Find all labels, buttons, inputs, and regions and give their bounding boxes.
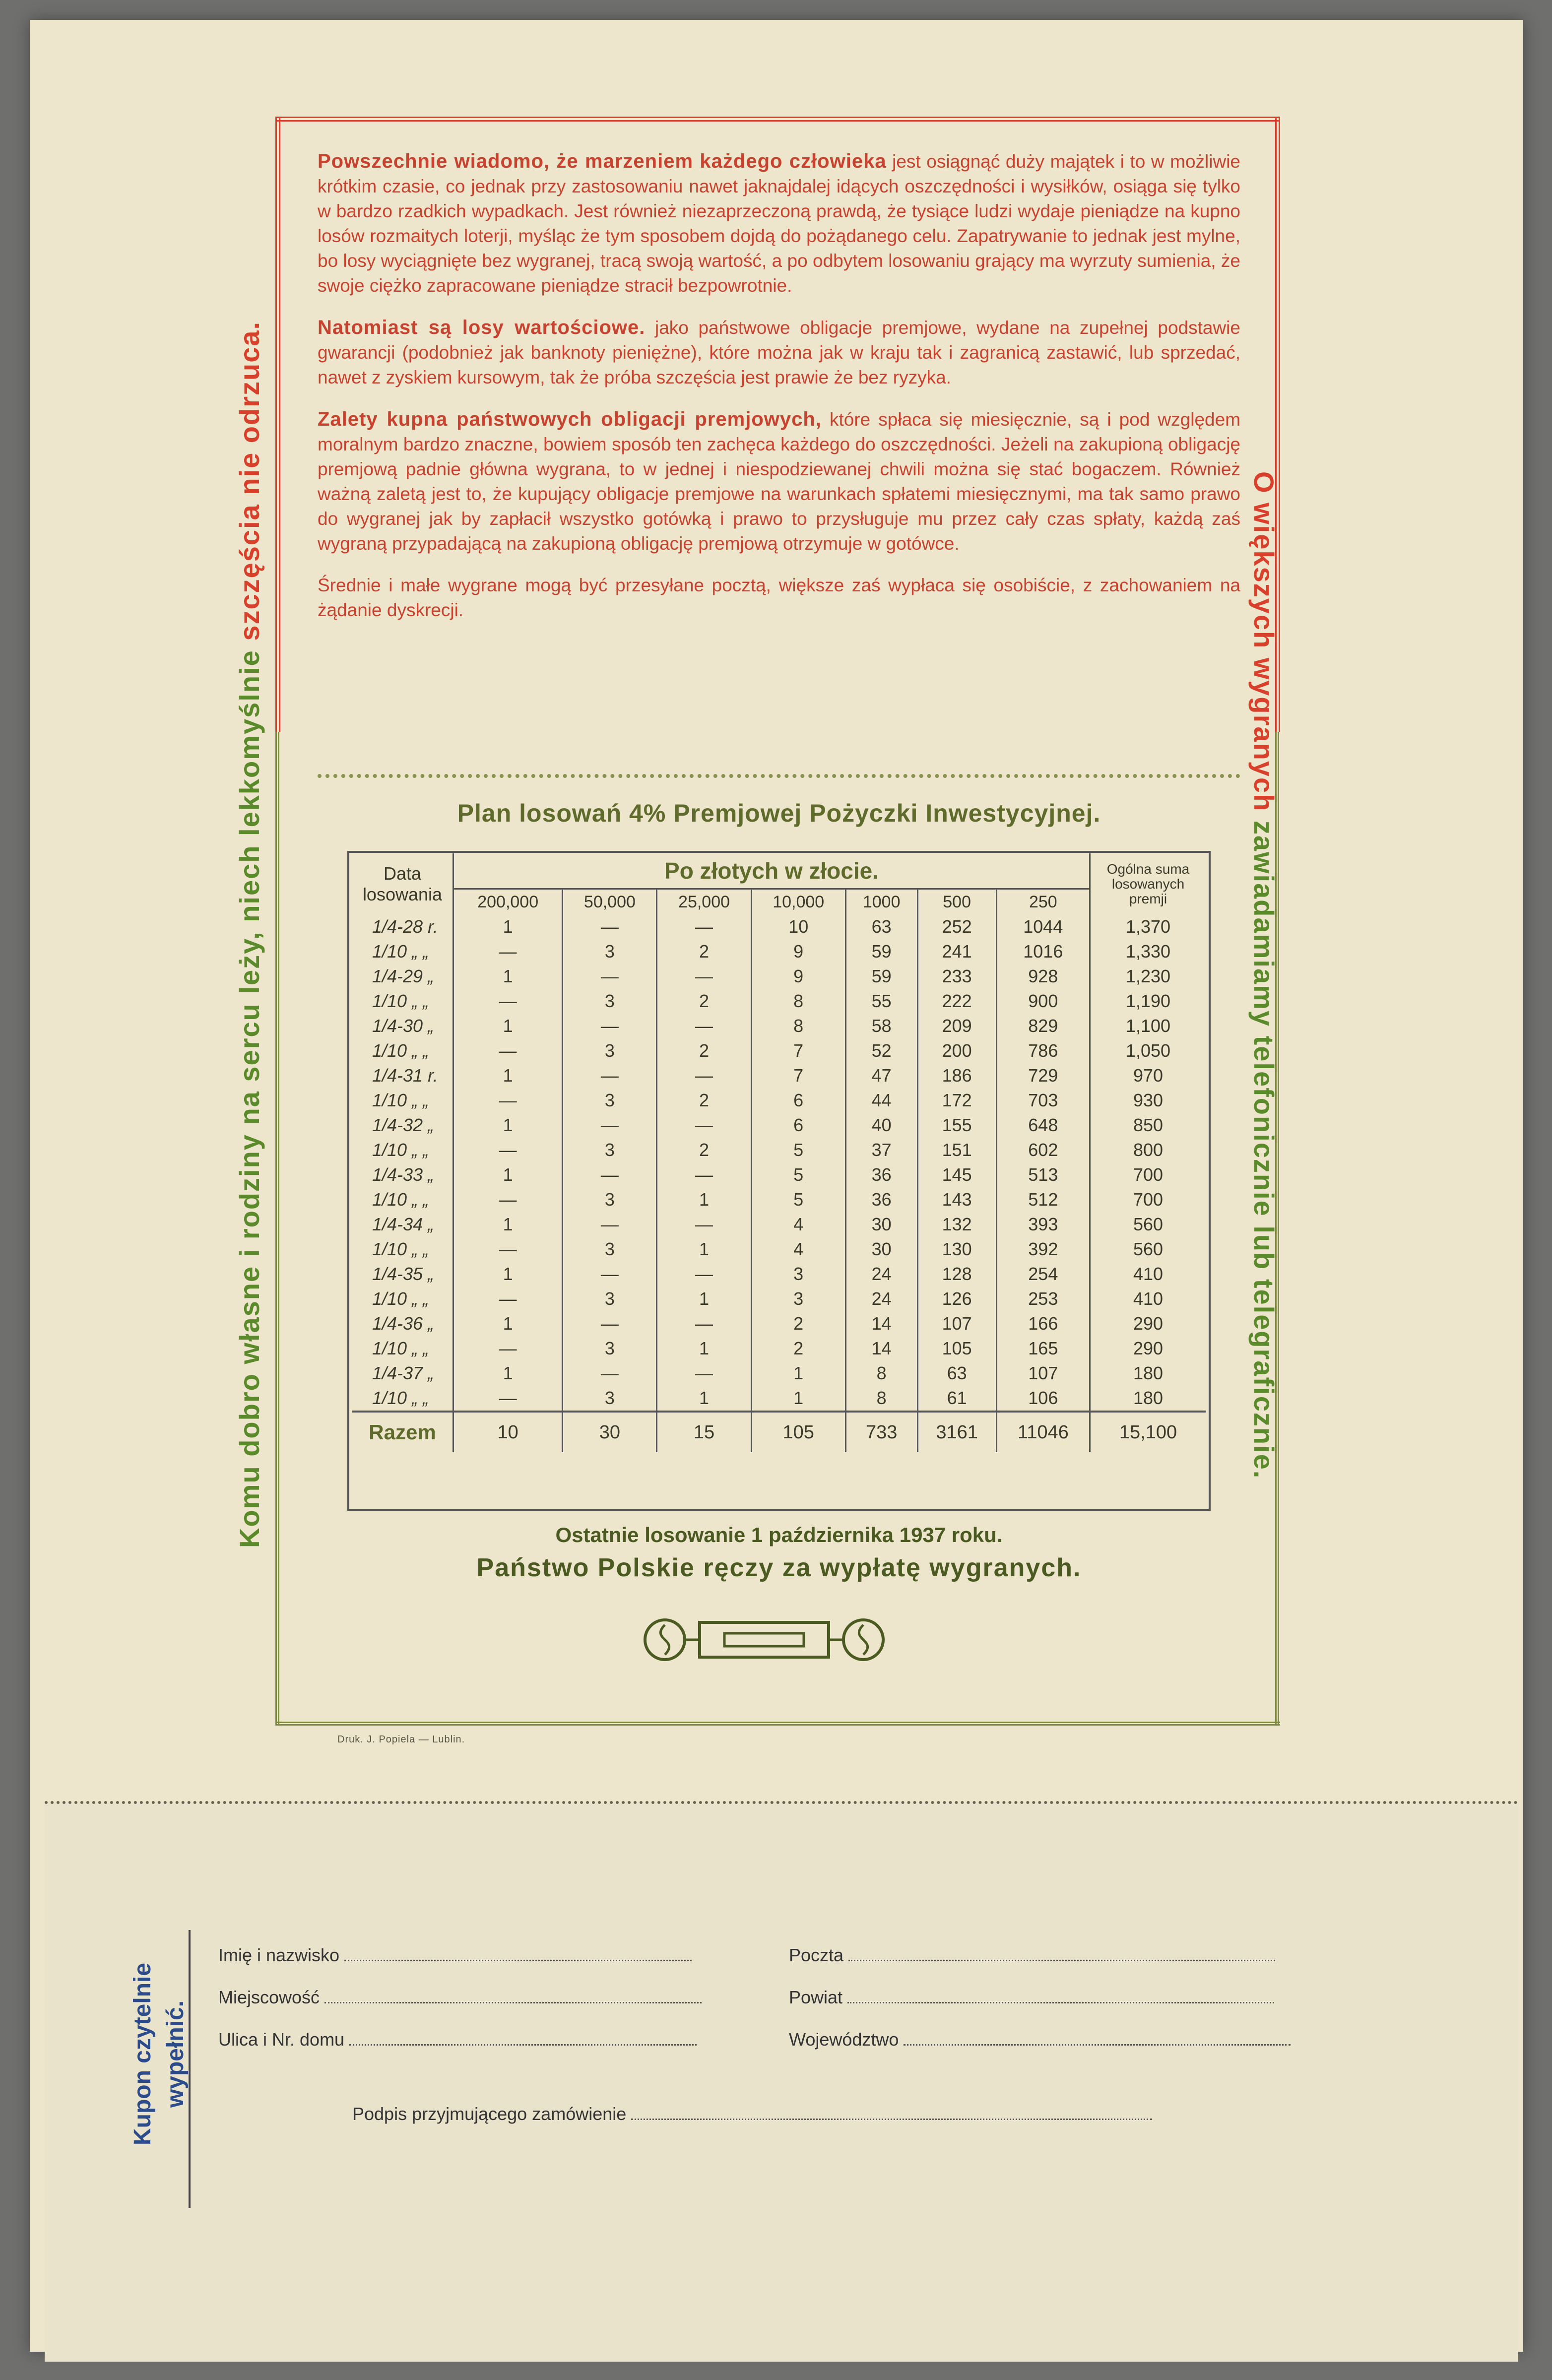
- table-cell: 1,190: [1090, 989, 1206, 1014]
- total-cell: 30: [563, 1412, 657, 1452]
- table-cell: 729: [996, 1063, 1090, 1088]
- field-voivodeship[interactable]: Województwo: [789, 2029, 1291, 2050]
- table-cell: 1,050: [1090, 1038, 1206, 1063]
- table-cell: 900: [996, 989, 1090, 1014]
- field-street[interactable]: Ulica i Nr. domu: [218, 2029, 697, 2050]
- table-cell: 1: [657, 1386, 751, 1412]
- draw-plan-table: [352, 853, 1206, 1452]
- draw-date-cell: 1/4-31 r.: [372, 1065, 438, 1086]
- table-row: [352, 1262, 1206, 1286]
- table-cell: 1044: [996, 914, 1090, 939]
- table-row: [352, 1113, 1206, 1138]
- table-cell: 410: [1090, 1262, 1206, 1286]
- total-cell: 105: [751, 1412, 845, 1452]
- coupon-instruction: Kupon czytelnie wypełnić.: [129, 1962, 189, 2146]
- table-cell: —: [563, 1113, 657, 1138]
- table-cell: 648: [996, 1113, 1090, 1138]
- table-cell: 3: [563, 1088, 657, 1113]
- printer-imprint: Druk. J. Popiela — Lublin.: [337, 1734, 465, 1745]
- table-cell: —: [453, 1038, 563, 1063]
- note-part1: O większych wygranych: [1248, 471, 1280, 812]
- table-cell: —: [563, 914, 657, 939]
- table-cell: 10: [751, 914, 845, 939]
- table-cell: —: [453, 1386, 563, 1412]
- table-cell: 3: [563, 1336, 657, 1361]
- table-cell: 132: [917, 1212, 996, 1237]
- table-cell: 40: [845, 1113, 917, 1138]
- paragraph-1: Powszechnie wiadomo, że marzeniem każdego człowieka jest osiągnąć duży majątek i to w możliwie krótkim czasie, co jednak przy zastosowaniu nawet jaknajdalej idących oszczędności i wysiłków, osiąga się tylko w bardzo rzadkich wypadkach. Jest również niezaprzeczoną prawdą, że tysiące ludzi wydaje pieniądze na kupno losów rozmaitych loterji, myśląc że tym sposobem dojdą do pożądanego celu. Zapatrywanie to jednak jest mylne, bo losy wyciągnięte bez wygranej, tracą swoją wartość, a po odbytem losowaniu grający ma wyrzuty sumienia, że swoje ciężko zapracowane pieniądze stracił bezpowrotnie.: [318, 150, 1240, 296]
- table-cell: 3: [563, 989, 657, 1014]
- table-cell: 1: [453, 1262, 563, 1286]
- table-cell: 2: [657, 1088, 751, 1113]
- table-cell: —: [563, 1262, 657, 1286]
- table-cell: 786: [996, 1038, 1090, 1063]
- table-cell: 290: [1090, 1336, 1206, 1361]
- table-cell: 800: [1090, 1138, 1206, 1162]
- intro-text: [318, 149, 1240, 640]
- table-cell: 5: [751, 1138, 845, 1162]
- table-cell: 180: [1090, 1386, 1206, 1412]
- field-signature[interactable]: Podpis przyjmującego zamówienie: [352, 2104, 1152, 2124]
- table-row: [352, 1162, 1206, 1187]
- table-cell: 513: [996, 1162, 1090, 1187]
- table-cell: 6: [751, 1113, 845, 1138]
- table-cell: —: [453, 1088, 563, 1113]
- table-cell: 703: [996, 1088, 1090, 1113]
- total-cell: 3161: [917, 1412, 996, 1452]
- note-part2: zawiadamiamy telefonicznie lub telegraficznie.: [1248, 812, 1280, 1479]
- table-cell: 128: [917, 1262, 996, 1286]
- field-place[interactable]: Miejscowość: [218, 1987, 702, 2008]
- table-row: [352, 1361, 1206, 1386]
- col-total-header: Ogólna suma losowanych premji: [1090, 853, 1206, 914]
- table-row: [352, 1237, 1206, 1262]
- draw-date-cell: 1/4-33 „: [372, 1164, 434, 1185]
- draw-date-cell: 1/10 „ „: [372, 1090, 429, 1110]
- table-cell: 126: [917, 1286, 996, 1311]
- table-cell: 155: [917, 1113, 996, 1138]
- table-cell: 410: [1090, 1286, 1206, 1311]
- table-cell: —: [563, 1063, 657, 1088]
- table-cell: 700: [1090, 1162, 1206, 1187]
- table-row: [352, 1386, 1206, 1412]
- field-post[interactable]: Poczta: [789, 1945, 1275, 1966]
- denomination-header: 200,000: [453, 889, 563, 915]
- frame-left-green: [275, 732, 279, 1724]
- table-cell: 970: [1090, 1063, 1206, 1088]
- paragraph-2: Natomiast są losy wartościowe. jako państwowe obligacje premjowe, wydane na zupełnej podstawie gwarancji (podobnież jak banknoty pieniężne), które można jak w kraju tak i zagranicą zastawić, lub sprzedać, nawet z zyskiem kursowym, tak że próba szczęścia jest prawie że bez ryzyka.: [318, 317, 1240, 387]
- table-cell: 37: [845, 1138, 917, 1162]
- draw-date-cell: 1/10 „ „: [372, 991, 429, 1011]
- total-cell: 11046: [996, 1412, 1090, 1452]
- state-guarantee: Państwo Polskie ręczy za wypłatę wygranych.: [476, 1553, 1082, 1582]
- draw-date-cell: 1/10 „ „: [372, 1189, 429, 1210]
- table-cell: 1: [453, 1014, 563, 1038]
- table-row: [352, 939, 1206, 964]
- table-cell: —: [453, 989, 563, 1014]
- side-slogan-left: [233, 258, 265, 1548]
- table-cell: 106: [996, 1386, 1090, 1412]
- table-cell: 180: [1090, 1361, 1206, 1386]
- table-cell: 8: [751, 1014, 845, 1038]
- total-cell: 10: [453, 1412, 563, 1452]
- table-cell: —: [453, 1138, 563, 1162]
- table-cell: 1: [453, 914, 563, 939]
- total-cell: 15: [657, 1412, 751, 1452]
- table-cell: 3: [751, 1286, 845, 1311]
- table-cell: 9: [751, 939, 845, 964]
- table-cell: 1: [453, 1063, 563, 1088]
- denomination-header: 500: [917, 889, 996, 915]
- table-cell: 253: [996, 1286, 1090, 1311]
- table-cell: 392: [996, 1237, 1090, 1262]
- table-cell: 130: [917, 1237, 996, 1262]
- col-date-header: Data losowania: [362, 863, 443, 904]
- table-cell: 55: [845, 989, 917, 1014]
- draw-date-cell: 1/4-37 „: [372, 1363, 434, 1383]
- table-cell: 1: [657, 1187, 751, 1212]
- table-cell: —: [453, 1187, 563, 1212]
- table-cell: —: [453, 939, 563, 964]
- table-cell: 36: [845, 1162, 917, 1187]
- table-cell: 143: [917, 1187, 996, 1212]
- table-cell: —: [657, 914, 751, 939]
- table-cell: 8: [845, 1386, 917, 1412]
- table-cell: 105: [917, 1336, 996, 1361]
- table-row: [352, 1088, 1206, 1113]
- table-cell: 928: [996, 964, 1090, 989]
- coupon-area: [45, 1803, 1518, 2362]
- table-cell: 172: [917, 1088, 996, 1113]
- table-cell: —: [657, 1014, 751, 1038]
- table-cell: 107: [917, 1311, 996, 1336]
- draw-date-cell: 1/10 „ „: [372, 1140, 429, 1160]
- table-row: [352, 1212, 1206, 1237]
- frame-left-red: [275, 117, 280, 732]
- draw-date-cell: 1/4-29 „: [372, 966, 434, 986]
- table-cell: 252: [917, 914, 996, 939]
- ornament-icon: [630, 1612, 898, 1667]
- table-cell: 560: [1090, 1237, 1206, 1262]
- last-draw-note: Ostatnie losowanie 1 października 1937 roku.: [555, 1523, 1003, 1546]
- table-cell: —: [657, 1063, 751, 1088]
- table-cell: 1,100: [1090, 1014, 1206, 1038]
- table-cell: 1,370: [1090, 914, 1206, 939]
- table-cell: —: [563, 1212, 657, 1237]
- table-cell: 24: [845, 1262, 917, 1286]
- table-cell: 36: [845, 1187, 917, 1212]
- table-cell: 2: [751, 1336, 845, 1361]
- draw-date-cell: 1/4-34 „: [372, 1214, 434, 1234]
- table-cell: 209: [917, 1014, 996, 1038]
- draw-date-cell: 1/10 „ „: [372, 1239, 429, 1259]
- table-cell: 3: [563, 1038, 657, 1063]
- table-cell: 30: [845, 1212, 917, 1237]
- table-cell: 700: [1090, 1187, 1206, 1212]
- table-cell: 290: [1090, 1311, 1206, 1336]
- table-cell: 151: [917, 1138, 996, 1162]
- denomination-header: 25,000: [657, 889, 751, 915]
- table-cell: 59: [845, 964, 917, 989]
- table-cell: 30: [845, 1237, 917, 1262]
- plan-title: Plan losowań 4% Premjowej Pożyczki Inwestycyjnej.: [457, 799, 1101, 827]
- draw-date-cell: 1/4-32 „: [372, 1115, 434, 1135]
- table-row: [352, 914, 1206, 939]
- table-cell: 1: [751, 1361, 845, 1386]
- table-cell: 59: [845, 939, 917, 964]
- draw-date-cell: 1/10 „ „: [372, 1338, 429, 1358]
- table-cell: 165: [996, 1336, 1090, 1361]
- table-cell: 1: [657, 1336, 751, 1361]
- col-group-header: Po złotych w złocie.: [453, 853, 1090, 889]
- table-row: [352, 1311, 1206, 1336]
- draw-date-cell: 1/10 „ „: [372, 1288, 429, 1309]
- table-cell: 850: [1090, 1113, 1206, 1138]
- table-row: [352, 1138, 1206, 1162]
- table-cell: —: [563, 1014, 657, 1038]
- table-cell: 3: [563, 1237, 657, 1262]
- table-cell: 58: [845, 1014, 917, 1038]
- slogan-part1: Komu dobro własne i rodziny na sercu leży,: [234, 931, 265, 1548]
- draw-date-cell: 1/10 „ „: [372, 941, 429, 962]
- table-cell: 393: [996, 1212, 1090, 1237]
- table-cell: 930: [1090, 1088, 1206, 1113]
- table-cell: 1,330: [1090, 939, 1206, 964]
- denomination-header: 1000: [845, 889, 917, 915]
- table-row: [352, 964, 1206, 989]
- table-cell: 2: [751, 1311, 845, 1336]
- table-cell: 24: [845, 1286, 917, 1311]
- denomination-header: 250: [996, 889, 1090, 915]
- table-cell: 63: [845, 914, 917, 939]
- table-cell: —: [453, 1286, 563, 1311]
- table-cell: —: [453, 1237, 563, 1262]
- total-cell: 15,100: [1090, 1412, 1206, 1452]
- table-cell: 14: [845, 1311, 917, 1336]
- table-cell: 52: [845, 1038, 917, 1063]
- section-separator: [318, 774, 1240, 778]
- table-cell: 47: [845, 1063, 917, 1088]
- draw-date-cell: 1/4-35 „: [372, 1264, 434, 1284]
- table-cell: 63: [917, 1361, 996, 1386]
- draw-date-cell: 1/10 „ „: [372, 1388, 429, 1408]
- table-cell: 1: [657, 1237, 751, 1262]
- table-cell: —: [657, 1361, 751, 1386]
- table-cell: 4: [751, 1212, 845, 1237]
- table-row: [352, 989, 1206, 1014]
- table-cell: 6: [751, 1088, 845, 1113]
- table-cell: —: [563, 1361, 657, 1386]
- table-cell: 61: [917, 1386, 996, 1412]
- table-row: [352, 1038, 1206, 1063]
- table-row: [352, 1187, 1206, 1212]
- table-cell: 1: [453, 964, 563, 989]
- table-row: [352, 1336, 1206, 1361]
- table-cell: 560: [1090, 1212, 1206, 1237]
- table-cell: 1: [453, 1311, 563, 1336]
- table-row: [352, 1286, 1206, 1311]
- table-cell: 3: [563, 939, 657, 964]
- table-cell: —: [563, 964, 657, 989]
- table-cell: 3: [751, 1262, 845, 1286]
- table-cell: 14: [845, 1336, 917, 1361]
- table-cell: 8: [751, 989, 845, 1014]
- table-cell: —: [657, 964, 751, 989]
- table-cell: 3: [563, 1187, 657, 1212]
- table-cell: 2: [657, 1038, 751, 1063]
- table-cell: —: [563, 1311, 657, 1336]
- table-cell: 3: [563, 1138, 657, 1162]
- draw-date-cell: 1/4-28 r.: [372, 916, 438, 937]
- table-cell: 254: [996, 1262, 1090, 1286]
- table-cell: 602: [996, 1138, 1090, 1162]
- table-cell: 1: [453, 1162, 563, 1187]
- paragraph-3: Zalety kupna państwowych obligacji premjowych, które spłaca się miesięcznie, są i pod względem moralnym bardzo znaczne, bowiem sposób ten zachęca każdego do oszczędności. Jeżeli na zakupioną obligację premjową padnie główna wygrana, to w jednej i niespodziewanej chwili można się stać bogaczem. Również ważną zaletą jest to, że kupujący obligacje premjowe na warunkach spłatemi miesięcznymi, ma tak samo prawo do wygranej jak by zapłacił wszystko gotówką i prawo to przysługuje mu przez cały czas spłaty, każdą zaś wygraną przypadającą na zakupioną obligację premjową otrzymuje w gotówce.: [318, 408, 1241, 554]
- field-name[interactable]: Imię i nazwisko: [218, 1945, 692, 1966]
- table-cell: 2: [657, 939, 751, 964]
- table-cell: 44: [845, 1088, 917, 1113]
- table-cell: 1: [453, 1113, 563, 1138]
- draw-date-cell: 1/4-30 „: [372, 1016, 434, 1036]
- table-cell: —: [657, 1311, 751, 1336]
- table-cell: 186: [917, 1063, 996, 1088]
- table-cell: 222: [917, 989, 996, 1014]
- slogan-part2: niech lekkomyślnie: [234, 649, 265, 931]
- table-cell: 512: [996, 1187, 1090, 1212]
- table-cell: 2: [657, 1138, 751, 1162]
- table-cell: 1,230: [1090, 964, 1206, 989]
- table-cell: 3: [563, 1386, 657, 1412]
- table-cell: 5: [751, 1187, 845, 1212]
- table-cell: 829: [996, 1014, 1090, 1038]
- table-cell: 200: [917, 1038, 996, 1063]
- frame-bottom: [275, 1722, 1280, 1726]
- table-cell: —: [657, 1162, 751, 1187]
- table-cell: 7: [751, 1063, 845, 1088]
- table-cell: 5: [751, 1162, 845, 1187]
- paragraph-4: Średnie i małe wygrane mogą być przesyłane pocztą, większe zaś wypłaca się osobiście, z zachowaniem na żądanie dyskrecji.: [318, 575, 1240, 620]
- table-row: [352, 1014, 1206, 1038]
- table-cell: 233: [917, 964, 996, 989]
- table-cell: 145: [917, 1162, 996, 1187]
- table-cell: 7: [751, 1038, 845, 1063]
- side-note-right: [1248, 471, 1280, 1563]
- table-cell: —: [453, 1336, 563, 1361]
- table-cell: —: [563, 1162, 657, 1187]
- draw-date-cell: 1/4-36 „: [372, 1313, 434, 1334]
- table-cell: —: [657, 1262, 751, 1286]
- table-cell: 2: [657, 989, 751, 1014]
- table-cell: 241: [917, 939, 996, 964]
- denomination-header: 50,000: [563, 889, 657, 915]
- table-cell: 9: [751, 964, 845, 989]
- total-label: Razem: [352, 1412, 453, 1452]
- field-district[interactable]: Powiat: [789, 1987, 1274, 2008]
- table-row: [352, 1063, 1206, 1088]
- table-cell: 1: [453, 1361, 563, 1386]
- table-cell: —: [657, 1212, 751, 1237]
- draw-date-cell: 1/10 „ „: [372, 1040, 429, 1061]
- table-cell: 1: [453, 1212, 563, 1237]
- table-cell: 4: [751, 1237, 845, 1262]
- table-cell: 3: [563, 1286, 657, 1311]
- table-cell: 1: [751, 1386, 845, 1412]
- table-cell: 107: [996, 1361, 1090, 1386]
- table-cell: 1: [657, 1286, 751, 1311]
- slogan-part3: szczęścia nie odrzuca.: [234, 321, 265, 650]
- coupon-divider: [189, 1930, 191, 2208]
- frame-top: [275, 117, 1280, 122]
- total-cell: 733: [845, 1412, 917, 1452]
- denomination-header: 10,000: [751, 889, 845, 915]
- perforation-line: [45, 1801, 1518, 1804]
- table-cell: 1016: [996, 939, 1090, 964]
- table-cell: —: [657, 1113, 751, 1138]
- table-cell: 166: [996, 1311, 1090, 1336]
- table-cell: 8: [845, 1361, 917, 1386]
